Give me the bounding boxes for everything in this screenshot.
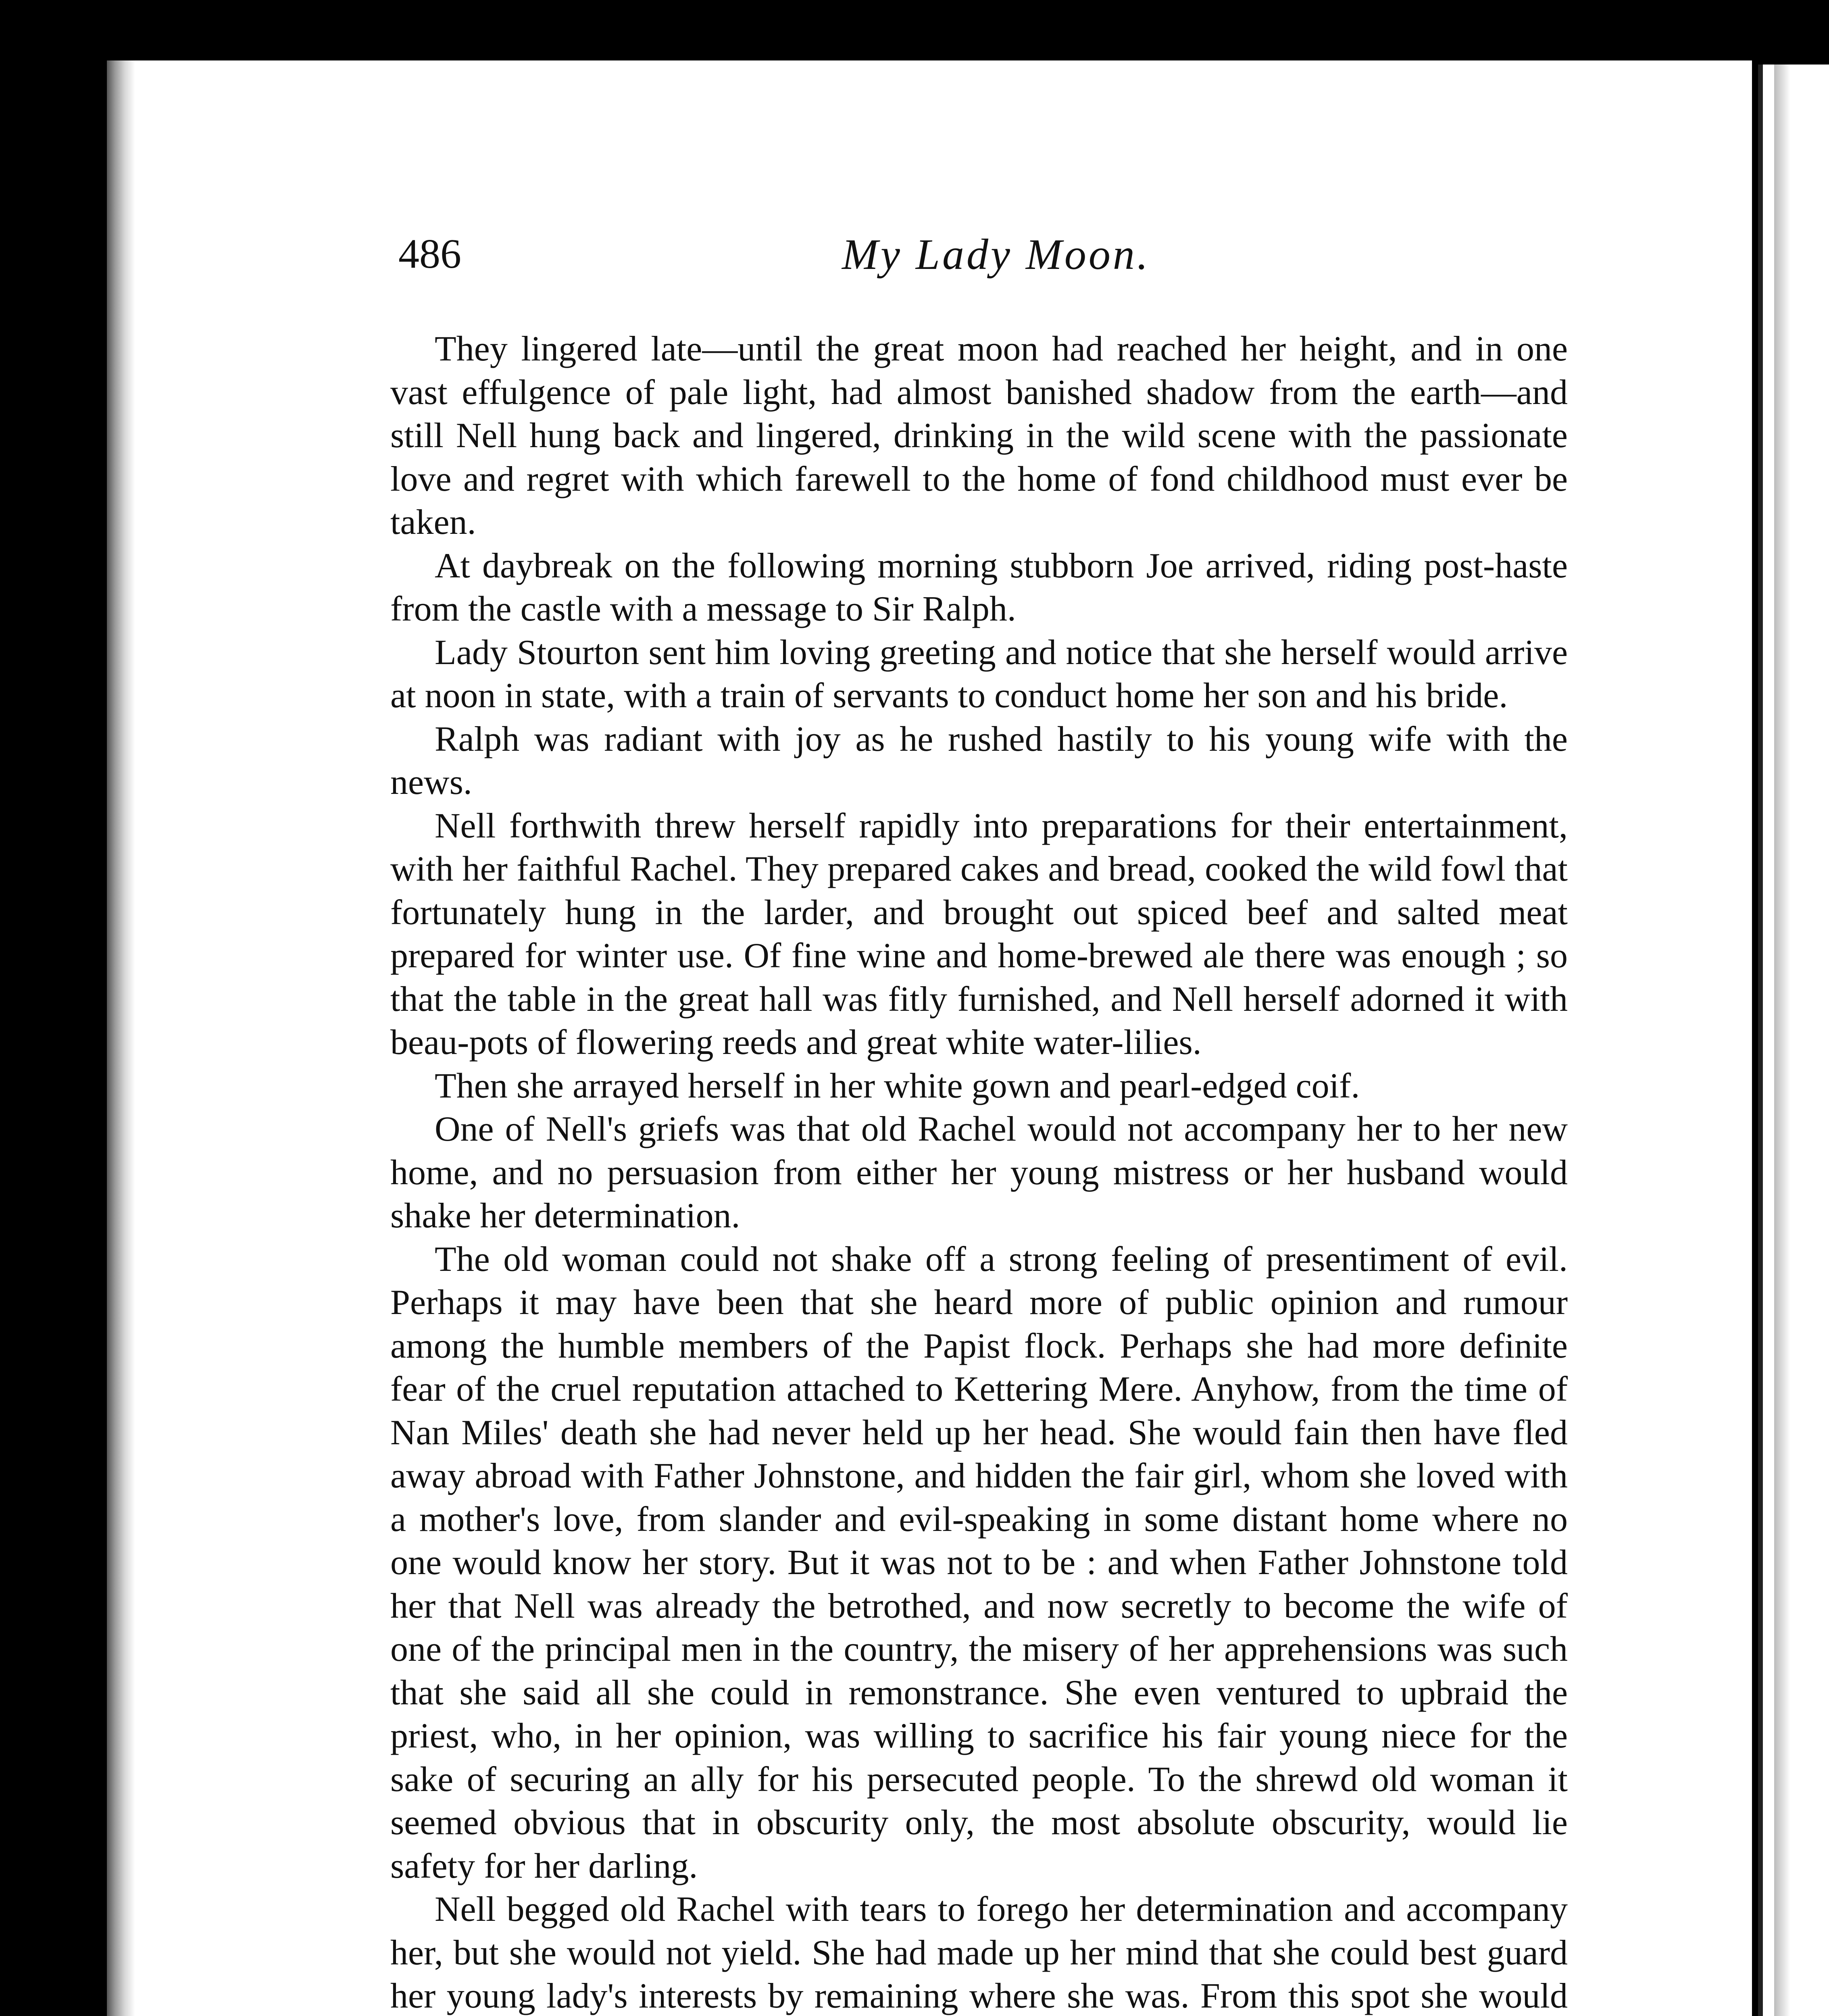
page-number: 486 [398,231,461,277]
paragraph: Ralph was radiant with joy as he rushed hastily to his young wife with the news. [390,719,1568,802]
paragraph: Lady Stourton sent him loving greeting and notice that she herself would arrive at noon in state, with a train of servants to conduct home her son and his bride. [390,633,1568,715]
book-title: My Lady Moon. [842,231,1150,279]
paragraph: Nell forthwith threw herself rapidly into preparations for their entertainment, with her faithful Rachel. They prepared cakes and bread, cooked the wild fowl that fortunately hung in the larder, and brought out spiced beef and salted meat prepared for winter use. Of fine wine and home-brewed ale there was enough ; so that the table in the great hall was fitly furnished, and Nell herself adorned it with beau-pots of flowering reeds and great white water-lilies. [390,806,1568,1062]
paragraph: They lingered late—until the great moon had reached her height, and in one vast effulgence of pale light, had almost banished shadow from the earth—and still Nell hung back and lingered, drinking in the wild scene with the passionate love and regret with which farewell to the home of fond childhood must ever be taken. [390,329,1568,542]
binding-gutter [107,60,135,2016]
paragraph: One of Nell's griefs was that old Rachel would not accompany her to her new home, and no persuasion from either her young mistress or her husband would shake her determination. [390,1110,1568,1235]
running-head [398,230,1568,286]
paragraph: At daybreak on the following morning stubborn Joe arrived, riding post-haste from the castle with a message to Sir Ralph. [390,546,1568,629]
body-text [390,327,1568,2016]
paragraph: The old woman could not shake off a strong feeling of presentiment of evil. Perhaps it may have been that she heard more of public opinion and rumour among the humble members of the Papist flock. Perhaps she had more definite fear of the cruel reputation attached to Kettering Mere. Anyhow, from the time of Nan Miles' death she had never held up her head. She would fain then have fled away abroad with Father Johnstone, and hidden the fair girl, whom she loved with a mother's love, from slander and evil-speaking in some distant home where no one would know her story. But it was not to be : and when Father Johnstone told her that Nell was already the betrothed, and now secretly to become the wife of one of the principal men in the country, the misery of her apprehensions was such that she said all she could in remonstrance. She even ventured to upbraid the priest, who, in her opinion, was willing to sacrifice his fair young niece for the sake of securing an ally for his persecuted people. To the shrewd old woman it seemed obvious that in obscurity only, the most absolute obscurity, would lie safety for her darling. [390,1239,1568,1886]
paragraph: Nell begged old Rachel with tears to forego her determination and accompany her, but she would not yield. She had made up her mind that she could best guard her young lady's interests by remaining where she was. From this spot she would [390,1890,1568,2016]
paragraph: Then she arrayed herself in her white gown and pearl-edged coif. [435,1066,1360,1106]
adjacent-page-shadow [1774,65,1829,2016]
